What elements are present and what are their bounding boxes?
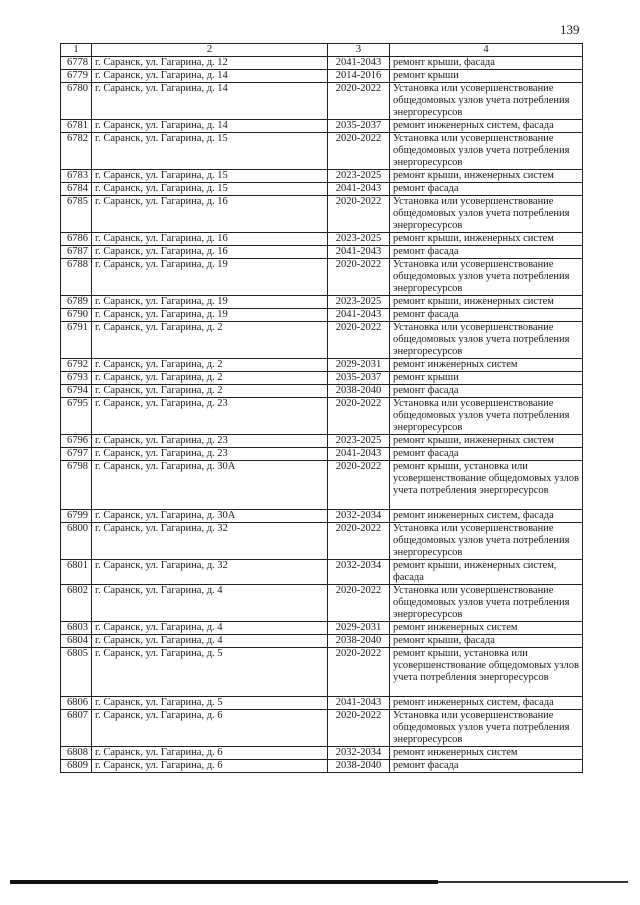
row-address: г. Саранск, ул. Гагарина, д. 19	[92, 259, 328, 296]
row-work-type: ремонт инженерных систем	[390, 622, 583, 635]
row-work-type: ремонт фасада	[390, 183, 583, 196]
row-work-type: ремонт крыши, инженерных систем, фасада	[390, 560, 583, 585]
table-row	[61, 183, 583, 196]
row-number: 6790	[61, 309, 92, 322]
table-row	[61, 322, 583, 359]
row-address: г. Саранск, ул. Гагарина, д. 19	[92, 296, 328, 309]
row-work-type: ремонт крыши, установка или усовершенствование общедомовых узлов учета потребления энергоресурсов	[390, 648, 583, 697]
table-row	[61, 747, 583, 760]
row-number: 6786	[61, 233, 92, 246]
table-row	[61, 133, 583, 170]
row-work-type: ремонт фасада	[390, 246, 583, 259]
table-row	[61, 233, 583, 246]
table-row	[61, 435, 583, 448]
row-period: 2020-2022	[328, 133, 390, 170]
row-address: г. Саранск, ул. Гагарина, д. 14	[92, 83, 328, 120]
table-row	[61, 461, 583, 510]
row-number: 6793	[61, 372, 92, 385]
row-address: г. Саранск, ул. Гагарина, д. 6	[92, 710, 328, 747]
row-address: г. Саранск, ул. Гагарина, д. 2	[92, 359, 328, 372]
row-number: 6788	[61, 259, 92, 296]
row-address: г. Саранск, ул. Гагарина, д. 12	[92, 57, 328, 70]
row-number: 6796	[61, 435, 92, 448]
row-period: 2041-2043	[328, 697, 390, 710]
row-period: 2038-2040	[328, 635, 390, 648]
row-number: 6807	[61, 710, 92, 747]
column-header-4: 4	[390, 44, 583, 57]
column-header-1: 1	[61, 44, 92, 57]
row-period: 2041-2043	[328, 183, 390, 196]
row-period: 2035-2037	[328, 120, 390, 133]
row-address: г. Саранск, ул. Гагарина, д. 14	[92, 120, 328, 133]
row-work-type: Установка или усовершенствование общедомовых узлов учета потребления энергоресурсов	[390, 398, 583, 435]
row-period: 2020-2022	[328, 523, 390, 560]
row-address: г. Саранск, ул. Гагарина, д. 14	[92, 70, 328, 83]
row-period: 2020-2022	[328, 322, 390, 359]
row-address: г. Саранск, ул. Гагарина, д. 5	[92, 648, 328, 697]
row-address: г. Саранск, ул. Гагарина, д. 6	[92, 760, 328, 773]
row-work-type: ремонт крыши, инженерных систем	[390, 170, 583, 183]
row-period: 2023-2025	[328, 435, 390, 448]
row-address: г. Саранск, ул. Гагарина, д. 16	[92, 246, 328, 259]
row-period: 2020-2022	[328, 461, 390, 510]
row-work-type: ремонт крыши, инженерных систем	[390, 435, 583, 448]
row-number: 6804	[61, 635, 92, 648]
row-address: г. Саранск, ул. Гагарина, д. 4	[92, 635, 328, 648]
row-work-type: Установка или усовершенствование общедомовых узлов учета потребления энергоресурсов	[390, 133, 583, 170]
table-row	[61, 622, 583, 635]
table-body	[61, 57, 583, 773]
row-address: г. Саранск, ул. Гагарина, д. 23	[92, 448, 328, 461]
row-period: 2020-2022	[328, 585, 390, 622]
table-row	[61, 448, 583, 461]
row-address: г. Саранск, ул. Гагарина, д. 6	[92, 747, 328, 760]
table-row	[61, 309, 583, 322]
row-work-type: ремонт крыши, фасада	[390, 635, 583, 648]
page-number: 139	[560, 22, 580, 37]
row-work-type: Установка или усовершенствование общедомовых узлов учета потребления энергоресурсов	[390, 322, 583, 359]
row-address: г. Саранск, ул. Гагарина, д. 16	[92, 233, 328, 246]
row-work-type: Установка или усовершенствование общедомовых узлов учета потребления энергоресурсов	[390, 710, 583, 747]
row-number: 6794	[61, 385, 92, 398]
row-period: 2020-2022	[328, 648, 390, 697]
row-address: г. Саранск, ул. Гагарина, д. 23	[92, 398, 328, 435]
row-number: 6797	[61, 448, 92, 461]
row-address: г. Саранск, ул. Гагарина, д. 2	[92, 322, 328, 359]
row-number: 6799	[61, 510, 92, 523]
table-row	[61, 398, 583, 435]
row-period: 2041-2043	[328, 448, 390, 461]
row-work-type: ремонт крыши	[390, 70, 583, 83]
row-address: г. Саранск, ул. Гагарина, д. 30А	[92, 461, 328, 510]
row-period: 2041-2043	[328, 309, 390, 322]
row-period: 2023-2025	[328, 170, 390, 183]
table-row	[61, 120, 583, 133]
table-row	[61, 372, 583, 385]
row-number: 6784	[61, 183, 92, 196]
row-work-type: Установка или усовершенствование общедомовых узлов учета потребления энергоресурсов	[390, 83, 583, 120]
row-address: г. Саранск, ул. Гагарина, д. 15	[92, 133, 328, 170]
row-work-type: Установка или усовершенствование общедомовых узлов учета потребления энергоресурсов	[390, 585, 583, 622]
table-row	[61, 57, 583, 70]
row-work-type: Установка или усовершенствование общедомовых узлов учета потребления энергоресурсов	[390, 523, 583, 560]
row-number: 6795	[61, 398, 92, 435]
row-address: г. Саранск, ул. Гагарина, д. 32	[92, 560, 328, 585]
table-row	[61, 296, 583, 309]
row-period: 2029-2031	[328, 359, 390, 372]
row-period: 2038-2040	[328, 385, 390, 398]
repair-schedule-table	[60, 43, 583, 773]
row-work-type: ремонт фасада	[390, 760, 583, 773]
row-address: г. Саранск, ул. Гагарина, д. 15	[92, 183, 328, 196]
scan-bottom-edge	[10, 880, 438, 884]
row-period: 2032-2034	[328, 510, 390, 523]
row-number: 6803	[61, 622, 92, 635]
row-work-type: ремонт крыши, фасада	[390, 57, 583, 70]
row-work-type: ремонт инженерных систем	[390, 747, 583, 760]
row-address: г. Саранск, ул. Гагарина, д. 15	[92, 170, 328, 183]
row-period: 2029-2031	[328, 622, 390, 635]
row-address: г. Саранск, ул. Гагарина, д. 5	[92, 697, 328, 710]
row-period: 2032-2034	[328, 747, 390, 760]
row-number: 6800	[61, 523, 92, 560]
row-number: 6802	[61, 585, 92, 622]
row-number: 6798	[61, 461, 92, 510]
row-number: 6789	[61, 296, 92, 309]
row-period: 2020-2022	[328, 398, 390, 435]
column-header-2: 2	[92, 44, 328, 57]
table-row	[61, 697, 583, 710]
row-address: г. Саранск, ул. Гагарина, д. 32	[92, 523, 328, 560]
row-number: 6783	[61, 170, 92, 183]
table-row	[61, 70, 583, 83]
row-address: г. Саранск, ул. Гагарина, д. 2	[92, 385, 328, 398]
scan-bottom-edge-thin	[438, 881, 628, 883]
row-number: 6780	[61, 83, 92, 120]
row-work-type: ремонт крыши, инженерных систем	[390, 233, 583, 246]
row-period: 2020-2022	[328, 83, 390, 120]
row-address: г. Саранск, ул. Гагарина, д. 4	[92, 585, 328, 622]
row-number: 6787	[61, 246, 92, 259]
row-number: 6808	[61, 747, 92, 760]
table-row	[61, 359, 583, 372]
table-row	[61, 560, 583, 585]
row-period: 2023-2025	[328, 296, 390, 309]
row-work-type: ремонт крыши, инженерных систем	[390, 296, 583, 309]
table-row	[61, 648, 583, 697]
row-address: г. Саранск, ул. Гагарина, д. 19	[92, 309, 328, 322]
table-row	[61, 385, 583, 398]
table-row	[61, 760, 583, 773]
row-period: 2020-2022	[328, 259, 390, 296]
column-header-3: 3	[328, 44, 390, 57]
table-row	[61, 523, 583, 560]
row-number: 6792	[61, 359, 92, 372]
row-period: 2020-2022	[328, 710, 390, 747]
row-work-type: ремонт крыши, установка или усовершенствование общедомовых узлов учета потребления энергоресурсов	[390, 461, 583, 510]
row-work-type: ремонт инженерных систем, фасада	[390, 510, 583, 523]
row-period: 2020-2022	[328, 196, 390, 233]
table-row	[61, 170, 583, 183]
row-address: г. Саранск, ул. Гагарина, д. 30А	[92, 510, 328, 523]
row-number: 6801	[61, 560, 92, 585]
row-number: 6806	[61, 697, 92, 710]
row-number: 6782	[61, 133, 92, 170]
row-number: 6781	[61, 120, 92, 133]
header-row	[61, 44, 583, 57]
row-work-type: Установка или усовершенствование общедомовых узлов учета потребления энергоресурсов	[390, 196, 583, 233]
row-period: 2032-2034	[328, 560, 390, 585]
table-row	[61, 196, 583, 233]
row-period: 2035-2037	[328, 372, 390, 385]
row-work-type: ремонт фасада	[390, 385, 583, 398]
row-work-type: Установка или усовершенствование общедомовых узлов учета потребления энергоресурсов	[390, 259, 583, 296]
row-address: г. Саранск, ул. Гагарина, д. 16	[92, 196, 328, 233]
row-number: 6791	[61, 322, 92, 359]
row-number: 6805	[61, 648, 92, 697]
row-work-type: ремонт фасада	[390, 309, 583, 322]
table-row	[61, 510, 583, 523]
table-row	[61, 585, 583, 622]
row-work-type: ремонт инженерных систем, фасада	[390, 697, 583, 710]
row-work-type: ремонт инженерных систем	[390, 359, 583, 372]
row-number: 6779	[61, 70, 92, 83]
row-period: 2041-2043	[328, 57, 390, 70]
row-work-type: ремонт фасада	[390, 448, 583, 461]
row-work-type: ремонт крыши	[390, 372, 583, 385]
row-period: 2038-2040	[328, 760, 390, 773]
row-period: 2014-2016	[328, 70, 390, 83]
table-row	[61, 246, 583, 259]
row-work-type: ремонт инженерных систем, фасада	[390, 120, 583, 133]
table-row	[61, 710, 583, 747]
row-number: 6809	[61, 760, 92, 773]
row-address: г. Саранск, ул. Гагарина, д. 4	[92, 622, 328, 635]
table-row	[61, 83, 583, 120]
row-period: 2023-2025	[328, 233, 390, 246]
row-period: 2041-2043	[328, 246, 390, 259]
row-number: 6778	[61, 57, 92, 70]
row-number: 6785	[61, 196, 92, 233]
table-row	[61, 635, 583, 648]
row-address: г. Саранск, ул. Гагарина, д. 23	[92, 435, 328, 448]
table-row	[61, 259, 583, 296]
row-address: г. Саранск, ул. Гагарина, д. 2	[92, 372, 328, 385]
